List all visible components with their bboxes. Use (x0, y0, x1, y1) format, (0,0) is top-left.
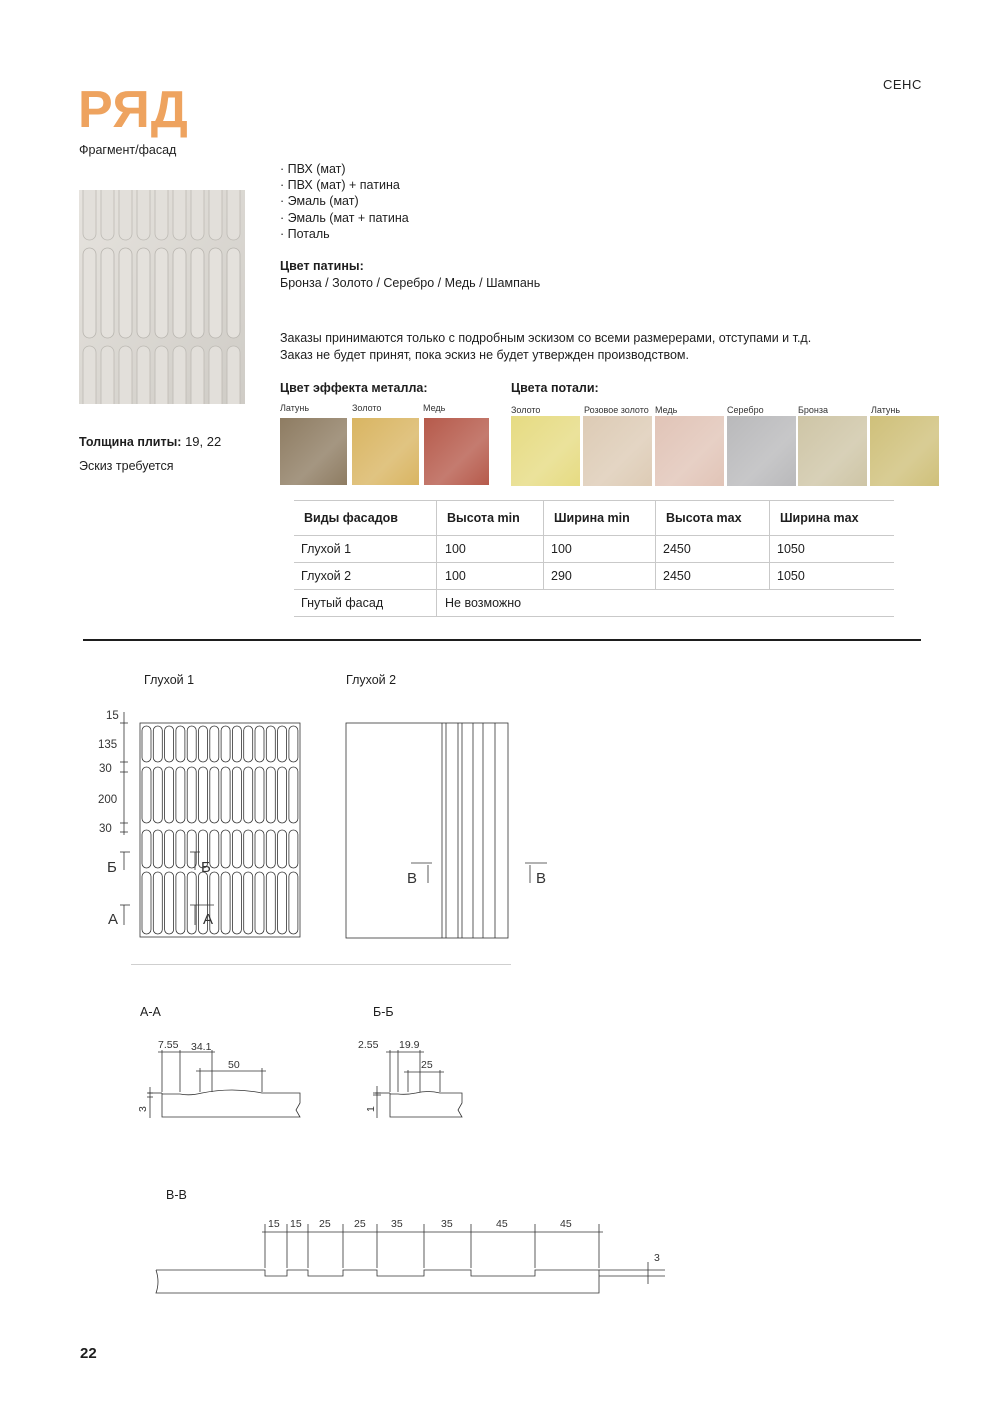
slot-mark (187, 726, 196, 762)
slot-mark (244, 830, 253, 868)
metal-effect-heading: Цвет эффекта металла: (280, 381, 428, 395)
slot-mark (289, 872, 298, 934)
slot-mark (232, 872, 241, 934)
section-mark: Б (201, 859, 211, 876)
slot-mark (165, 830, 174, 868)
view-label-blind2: Глухой 2 (346, 673, 397, 687)
table-header-cell: Ширина min (554, 511, 630, 525)
material-item: · Эмаль (мат) (280, 194, 359, 209)
slot-mark (165, 726, 174, 762)
slot-mark (244, 726, 253, 762)
slot-mark (244, 767, 253, 823)
slot-mark (255, 767, 264, 823)
dim-label: 15 (290, 1218, 302, 1230)
slot-mark (232, 830, 241, 868)
slot-mark (244, 872, 253, 934)
slot-mark (210, 726, 219, 762)
slot-mark (176, 767, 185, 823)
patina-values: Бронза / Золото / Серебро / Медь / Шампань (280, 276, 541, 290)
slot-mark (153, 726, 162, 762)
swatch-label: Золото (352, 403, 382, 413)
slot-mark (221, 726, 230, 762)
slot-mark (187, 767, 196, 823)
blind1-panel-outline (140, 723, 300, 937)
table-cell: 1050 (777, 569, 805, 583)
material-item: · Поталь (280, 226, 330, 241)
slot-mark (153, 767, 162, 823)
section-label-bb: Б-Б (373, 1005, 394, 1019)
material-item: · Эмаль (мат + патина (280, 210, 409, 225)
dim-label: 3 (654, 1252, 660, 1264)
slot-mark (278, 872, 287, 934)
swatch-label: Розовое золото (584, 405, 649, 415)
slot-mark (176, 872, 185, 934)
section-bb-profile (390, 1092, 462, 1118)
section-mark: А (203, 911, 214, 928)
table-cell: 1050 (777, 542, 805, 556)
view-label-blind1: Глухой 1 (144, 673, 195, 687)
dim-label: 15 (268, 1218, 280, 1230)
slot-mark (153, 830, 162, 868)
thickness-label: Толщина плиты: (79, 435, 182, 449)
table-cell: 2450 (663, 569, 691, 583)
slot-mark (255, 872, 264, 934)
dim-label: 1 (365, 1106, 377, 1112)
section-mark: А (108, 911, 119, 928)
dim-label: 25 (421, 1059, 433, 1071)
section-label-vv: В-В (166, 1188, 187, 1202)
section-vv-profile (156, 1270, 599, 1293)
table-cell: 2450 (663, 542, 691, 556)
table-header-cell: Высота min (447, 511, 520, 525)
slot-mark (278, 830, 287, 868)
notice-line: Заказ не будет принят, пока эскиз не будет утвержден производством. (280, 347, 689, 362)
slot-mark (289, 767, 298, 823)
table-header-cell: Виды фасадов (304, 511, 398, 525)
material-item: · ПВХ (мат) + патина (280, 178, 400, 193)
sketch-requirement: Эскиз требуется (79, 459, 174, 473)
slot-mark (221, 830, 230, 868)
swatch-label: Бронза (798, 405, 829, 415)
brand-name: СЕНС (883, 77, 922, 92)
slot-mark (142, 830, 151, 868)
slot-mark (266, 872, 275, 934)
dim-label: 2.55 (358, 1039, 379, 1051)
material-item: · ПВХ (мат) (280, 162, 346, 176)
thickness-value: 19, 22 (181, 434, 222, 449)
swatch-label: Латунь (280, 403, 310, 413)
table-cell: 290 (551, 569, 572, 583)
slot-mark (221, 767, 230, 823)
slot-mark (142, 872, 151, 934)
dim-label: 35 (441, 1218, 453, 1230)
table-cell: Глухой 2 (301, 569, 352, 583)
dim-label: 34.1 (191, 1041, 212, 1053)
dim-label: 35 (391, 1218, 403, 1230)
dim-label: 50 (228, 1059, 240, 1071)
slot-mark (176, 830, 185, 868)
slot-mark (199, 726, 208, 762)
slot-mark (289, 830, 298, 868)
slot-mark (221, 872, 230, 934)
slot-mark (266, 767, 275, 823)
slot-mark (232, 767, 241, 823)
section-mark: В (407, 870, 418, 887)
dim-label: 200 (98, 794, 118, 806)
dim-label: 7.55 (158, 1039, 179, 1051)
dim-label: 30 (99, 763, 112, 775)
dim-label: 15 (106, 710, 119, 722)
slot-mark (266, 726, 275, 762)
page-number: 22 (80, 1345, 97, 1362)
table-cell: Гнутый фасад (301, 596, 384, 610)
slot-mark (255, 726, 264, 762)
slot-mark (232, 726, 241, 762)
swatch-label: Медь (655, 405, 678, 415)
table-cell: 100 (445, 542, 466, 556)
product-subtitle: Фрагмент/фасад (79, 143, 177, 157)
patina-heading: Цвет патины: (280, 259, 364, 273)
section-mark: Б (107, 859, 117, 876)
slot-mark (278, 726, 287, 762)
table-cell: 100 (445, 569, 466, 583)
dim-label: 19.9 (399, 1039, 420, 1051)
gold-leaf-heading: Цвета потали: (511, 381, 599, 395)
table-cell: 100 (551, 542, 572, 556)
dim-label: 3 (137, 1106, 149, 1112)
slot-mark (199, 767, 208, 823)
table-cell: Не возможно (445, 596, 522, 610)
swatch-label: Латунь (871, 405, 901, 415)
slot-mark (289, 726, 298, 762)
blind2-panel-outline (346, 723, 508, 938)
swatch-label: Золото (511, 405, 541, 415)
swatch-label: Медь (423, 403, 446, 413)
table-header-cell: Ширина max (780, 511, 859, 525)
slot-mark (210, 830, 219, 868)
dim-label: 135 (98, 739, 118, 751)
section-mark: В (536, 870, 547, 887)
notice-line: Заказы принимаются только с подробным эскизом со всеми размерерами, отступами и т.д. (280, 331, 812, 345)
section-aa-profile (162, 1090, 300, 1117)
dim-label: 25 (354, 1218, 366, 1230)
dim-label: 25 (319, 1218, 331, 1230)
slot-mark (153, 872, 162, 934)
dim-label: 45 (560, 1218, 572, 1230)
slot-mark (255, 830, 264, 868)
product-title: РЯД (78, 81, 189, 139)
slot-mark (142, 726, 151, 762)
table-header-cell: Высота max (666, 511, 742, 525)
swatch-label: Серебро (727, 405, 764, 415)
dim-label: 45 (496, 1218, 508, 1230)
dim-label: 30 (99, 823, 112, 835)
slot-mark (278, 767, 287, 823)
table-cell: Глухой 1 (301, 542, 352, 556)
slot-mark (165, 767, 174, 823)
slot-mark (165, 872, 174, 934)
section-label-aa: А-А (140, 1005, 161, 1019)
slot-mark (142, 767, 151, 823)
slot-mark (176, 726, 185, 762)
slot-mark (266, 830, 275, 868)
slot-mark (210, 767, 219, 823)
